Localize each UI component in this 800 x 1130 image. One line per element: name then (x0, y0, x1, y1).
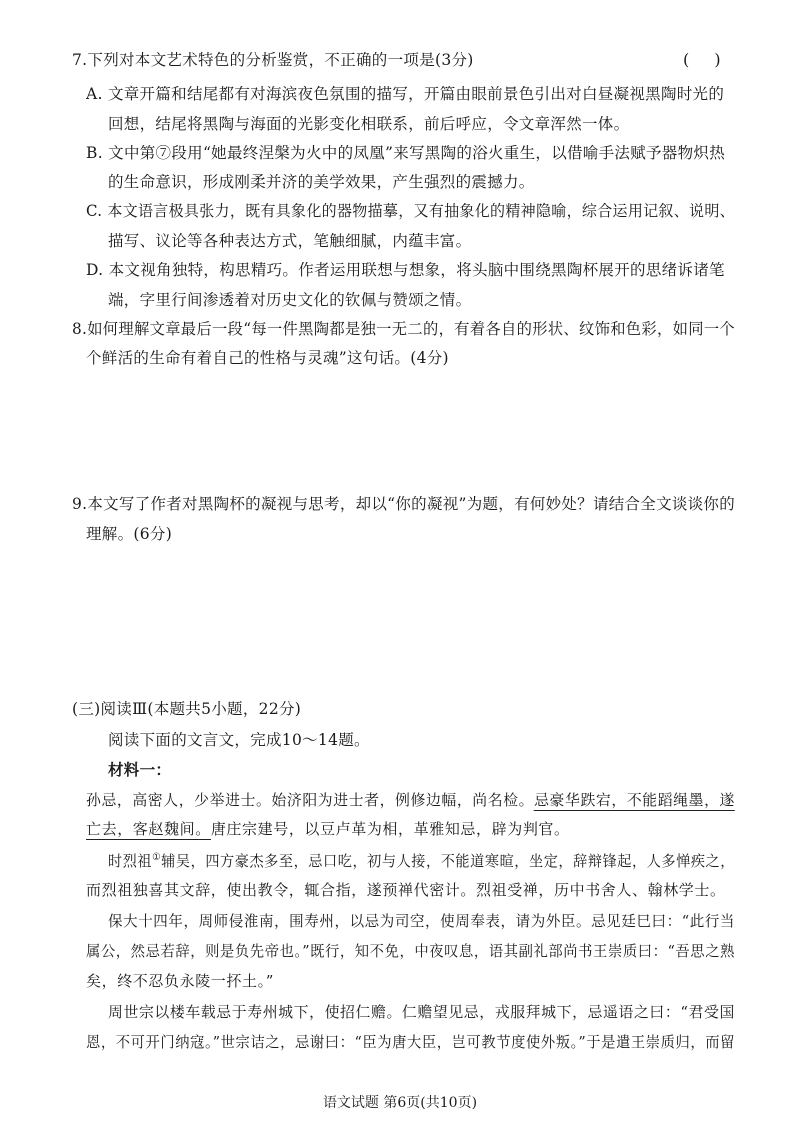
question-8-line1: 8.如何理解文章最后一段“每一件黑陶都是独一无二的，有着各自的形状、纹饰和色彩，如同一个 (72, 320, 736, 338)
passage-p2-text-b: 辅吴，四方豪杰多至，忌口吃，初与人接，不能道寒暄，坐定，辞辩锋起，人多惮疾之， (161, 852, 735, 870)
footnote-marker: ① (152, 852, 162, 863)
passage-p1-text-a: 孙忌，高密人，少举进士。始济阳为进士者，例修边幅，尚名检。 (86, 791, 535, 809)
question-8-line2: 个鲜活的生命有着自己的性格与灵魂”这句话。(4分) (86, 349, 449, 367)
question-9-line1: 9.本文写了作者对黑陶杯的凝视与思考，却以“你的凝视”为题，有何妙处？请结合全文谈谈你的 (72, 495, 735, 513)
material-1-label: 材料一： (108, 760, 172, 779)
passage-p2-text-a: 时烈祖 (108, 852, 153, 870)
option-c-line2: 描写、议论等各种表达方式，笔触细腻，内蕴丰富。 (108, 232, 472, 250)
option-b-line1: B. 文中第⑦段用“她最终涅槃为火中的凤凰”来写黑陶的浴火重生，以借喻手法赋予器物炽热 (86, 144, 725, 162)
option-d-line1: D. 本文视角独特，构思精巧。作者运用联想与想象，将头脑中围绕黑陶杯展开的思绪诉诸笔 (86, 261, 725, 279)
passage-underlined-sentence-part2: 亡去，客赵魏间。 (86, 820, 211, 838)
passage-p1-line2 (86, 818, 570, 839)
passage-p3-line1: 保大十四年，周师侵淮南，围寿州，以忌为司空，使周奉表，请为外臣。忌见廷巳曰：“此行当 (108, 912, 736, 930)
passage-p1-text-b: 唐庄宗建号，以豆卢革为相，革雅知忌，辟为判官。 (210, 820, 570, 838)
question-7-stem: 7.下列对本文艺术特色的分析鉴赏，不正确的一项是(3分) (72, 51, 474, 69)
passage-p4-line1: 周世宗以楼车载忌于寿州城下，使招仁赡。仁赡望见忌，戎服拜城下，忌遥语之曰：“君受国 (108, 1003, 735, 1021)
answer-bracket: ( ) (683, 50, 731, 69)
passage-p3-line2: 属公，然忌若辞，则是负先帝也。”既行，知不免，中夜叹息，语其副礼部尚书王崇质曰：“吾思之熟 (86, 942, 735, 960)
passage-p4-line2: 恩，不可开门纳寇。”世宗诘之，忌谢曰：“臣为唐大臣，岂可教节度使外叛。”于是遣王崇质归，而留 (86, 1033, 735, 1051)
option-b-line2: 的生命意识，形成刚柔并济的美学效果，产生强烈的震撼力。 (108, 173, 535, 191)
option-a-line1: A. 文章开篇和结尾都有对海滨夜色氛围的描写，开篇由眼前景色引出对白昼凝视黑陶时光的 (86, 85, 725, 103)
option-a-line2: 回想，结尾将黑陶与海面的光影变化相联系，前后呼应，令文章浑然一体。 (108, 115, 630, 133)
section-3-instruction: 阅读下面的文言文，完成10～14题。 (108, 731, 370, 749)
option-d-line2: 端，字里行间渗透着对历史文化的钦佩与赞颂之情。 (108, 291, 472, 309)
question-9-line2: 理解。(6分) (86, 525, 173, 543)
passage-underlined-sentence-part1: 忌豪华跌宕，不能蹈绳墨，遂 (534, 791, 735, 809)
passage-p1-line1 (86, 789, 735, 810)
passage-p3-line3: 矣，终不忍负永陵一抔土。” (86, 972, 274, 990)
option-c-line1: C. 本文语言极具张力，既有具象化的器物描摹，又有抽象化的精神隐喻，综合运用记叙、说明、 (86, 202, 735, 220)
passage-p2-line2: 而烈祖独喜其文辞，使出教令，辄合指，遂预禅代密计。烈祖受禅，历中书舍人、翰林学士。 (86, 881, 726, 899)
page-footer: 语文试题 第6页(共10页) (322, 1095, 478, 1111)
passage-p2-line1 (108, 850, 735, 871)
section-3-heading: (三)阅读Ⅲ(本题共5小题，22分) (72, 700, 302, 718)
